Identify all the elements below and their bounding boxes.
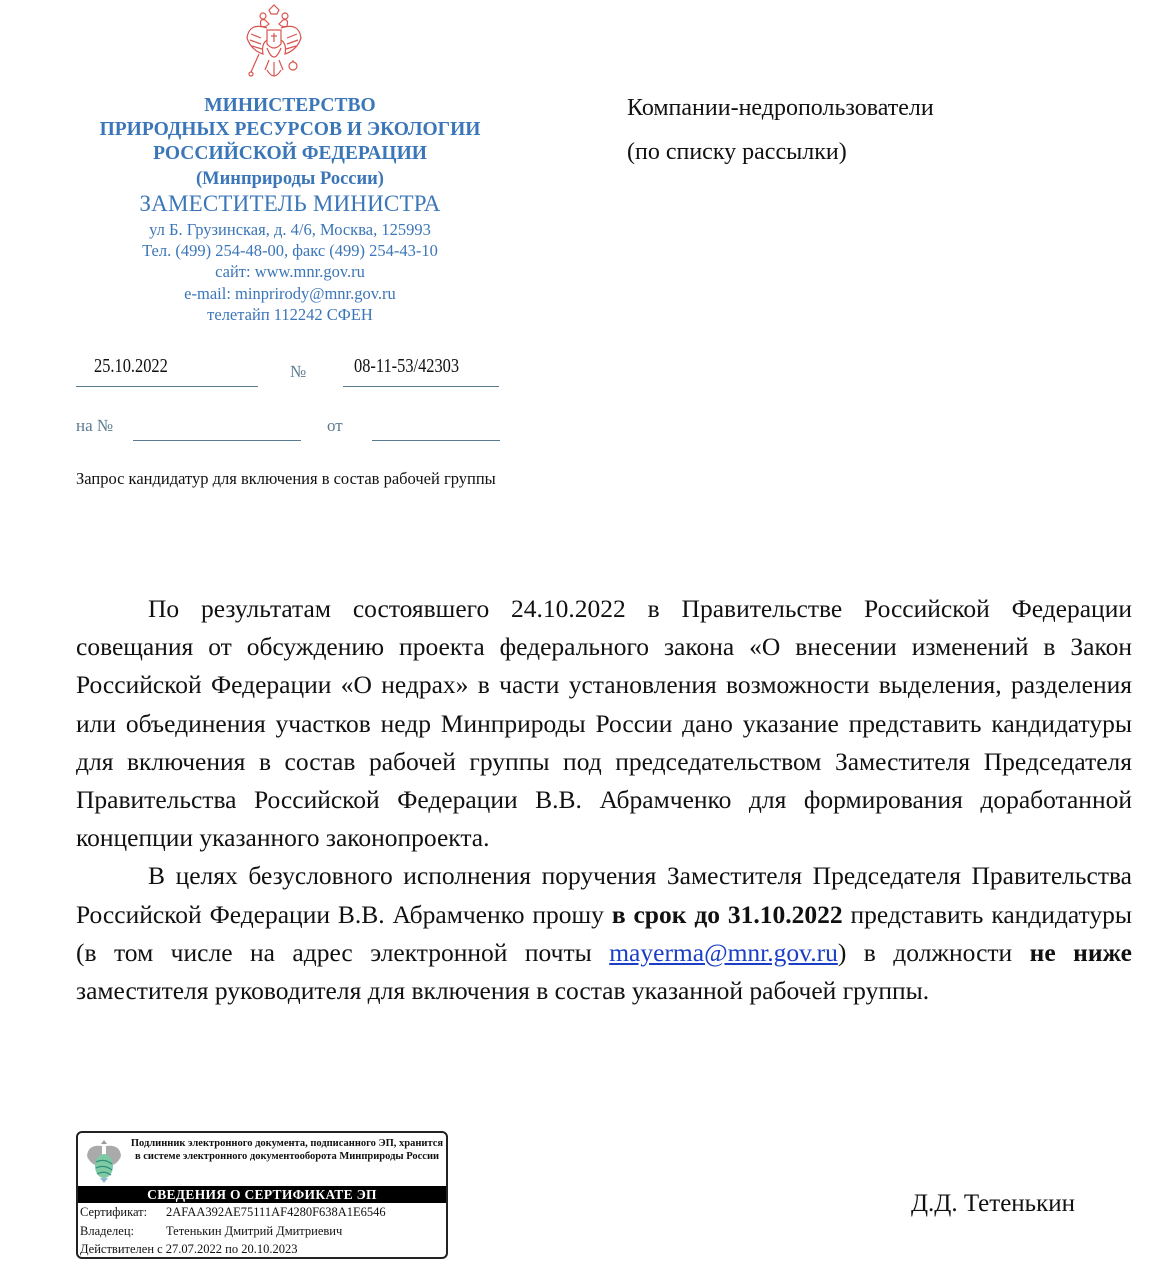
- sender-teletype: телетайп 112242 СФЕН: [207, 305, 373, 324]
- in-reply-to-field: [133, 440, 301, 441]
- sender-position: ЗАМЕСТИТЕЛЬ МИНИСТРА: [139, 191, 441, 216]
- email-link[interactable]: mayerma@mnr.gov.ru: [609, 937, 838, 967]
- signatory-name: Д.Д. Тетенькин: [911, 1190, 1075, 1217]
- addressee-line2: (по списку рассылки): [627, 139, 847, 165]
- date-underline: [76, 386, 258, 387]
- stamp-certificate-row: [80, 1205, 386, 1220]
- sender-website: сайт: www.mnr.gov.ru: [215, 262, 365, 281]
- certificate-value: 2AFAA392AE75111AF4280F638A1E6546: [166, 1205, 386, 1219]
- number-underline: [343, 386, 499, 387]
- electronic-signature-stamp: [76, 1131, 448, 1259]
- document-number: 08-11-53/42303: [354, 355, 460, 377]
- stamp-validity-row: Действителен с 27.07.2022 по 20.10.2023: [80, 1242, 298, 1256]
- paragraph-2-text: заместителя руководителя для включения в состав указанной рабочей группы.: [76, 976, 930, 1006]
- letter-body: [76, 590, 1132, 1010]
- sender-email: e-mail: minprirody@mnr.gov.ru: [184, 284, 396, 303]
- certificate-label: Сертификат:: [80, 1205, 148, 1219]
- deadline-emphasis: в срок до 31.10.2022: [611, 899, 843, 929]
- paragraph-2-text: В целях безусловного исполнения поручения Заместителя Председателя Правительства Российской Федерации В.В. Абрамченко прошу: [76, 861, 1132, 929]
- owner-label: Владелец:: [80, 1224, 134, 1238]
- body-paragraph-2: [76, 857, 1132, 1010]
- paragraph-2-text: ) в должности: [837, 937, 1030, 967]
- reply-date-label: от: [327, 416, 343, 435]
- ministry-short-name: (Минприроды России): [196, 169, 384, 189]
- sender-phone: Тел. (499) 254-48-00, факс (499) 254-43-10: [142, 241, 438, 260]
- document-subject: Запрос кандидатур для включения в состав рабочей группы: [76, 469, 496, 488]
- sender-address: ул Б. Грузинская, д. 4/6, Москва, 125993: [149, 220, 431, 239]
- in-reply-to-label: на №: [76, 416, 114, 435]
- russian-coat-of-arms-icon: [245, 4, 303, 86]
- ministry-name-line3: РОССИЙСКОЙ ФЕДЕРАЦИИ: [153, 143, 427, 164]
- paragraph-2-text: представить кандидатуры (в том числе на адрес электронной почты: [76, 899, 1132, 967]
- stamp-header: Подлинник электронного документа, подписанного ЭП, хранится в системе электронного документооборота Минприроды России: [130, 1138, 444, 1162]
- stamp-owner-row: [80, 1224, 342, 1239]
- position-emphasis: не ниже: [1029, 937, 1132, 967]
- ministry-name-line1: МИНИСТЕРСТВО: [204, 95, 376, 116]
- reply-date-field: [372, 440, 500, 441]
- document-date: 25.10.2022: [94, 355, 168, 377]
- stamp-title-bar: СВЕДЕНИЯ О СЕРТИФИКАТЕ ЭП: [78, 1186, 446, 1203]
- number-sign-label: №: [290, 362, 307, 381]
- addressee-line1: Компании-недропользователи: [627, 95, 934, 121]
- ministry-name-line2: ПРИРОДНЫХ РЕСУРСОВ И ЭКОЛОГИИ: [99, 119, 481, 140]
- body-paragraph-1: По результатам состоявшего 24.10.2022 в Правительстве Российской Федерации совещания от обсуждению проекта федерального закона «О внесении изменений в Закон Российской Федерации «О недрах» в части установления возможности выделения, разделения или объединения участков недр Минприроды России дано указание представить кандидатуры для включения в состав рабочей группы под председательством Заместителя Председателя Правительства Российской Федерации В.В. Абрамченко для формирования доработанной концепции указанного законопроекта.: [76, 594, 1132, 853]
- ministry-emblem-icon: [84, 1138, 124, 1184]
- owner-value: Тетенькин Дмитрий Дмитриевич: [166, 1224, 343, 1238]
- addressee: [627, 86, 934, 174]
